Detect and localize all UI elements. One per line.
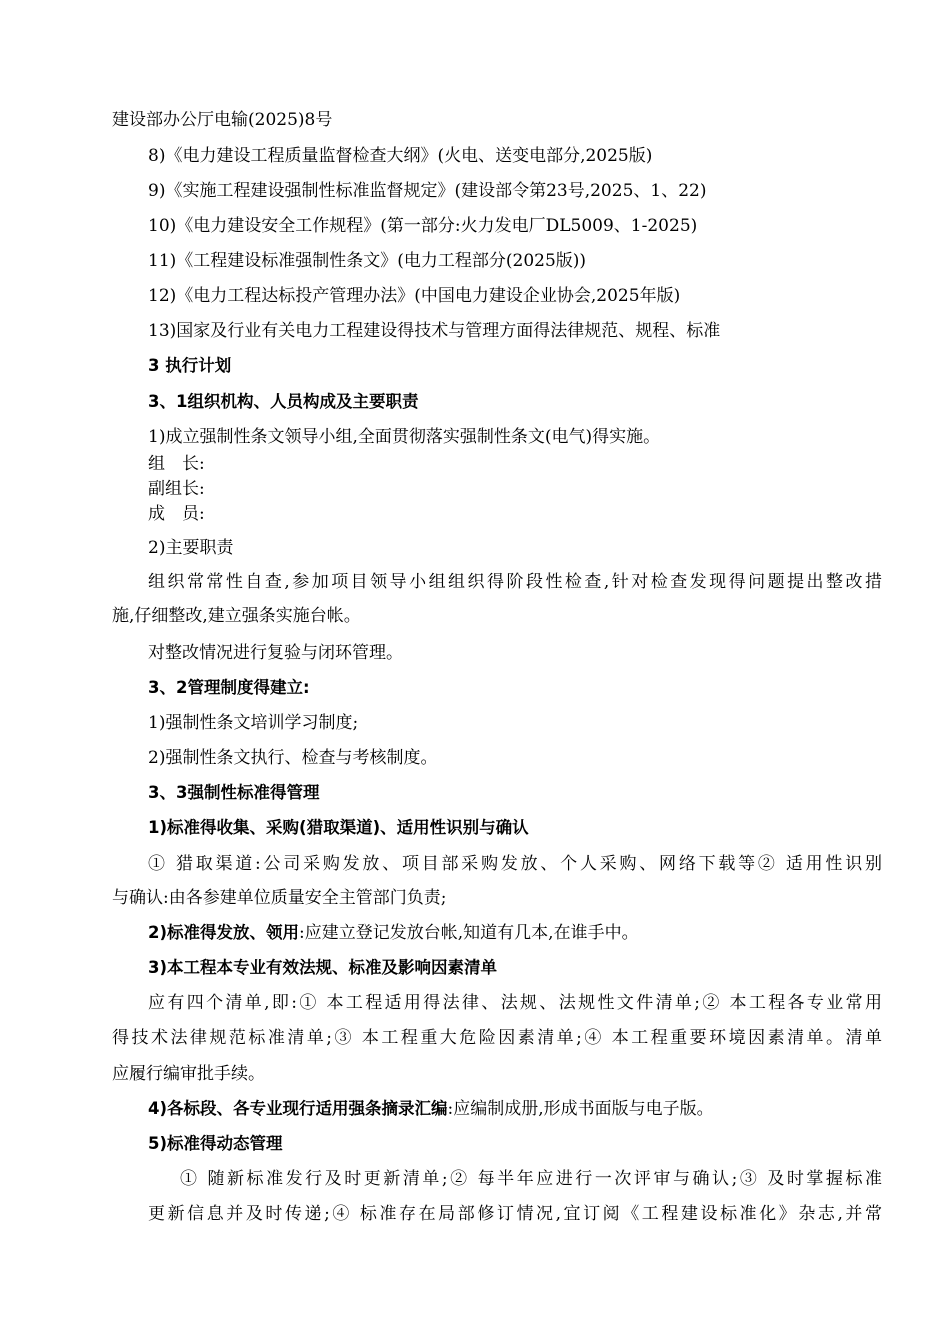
section-3-2-heading: 3、2管理制度得建立: [148, 678, 310, 697]
paragraph: 与确认:由各参建单位质量安全主管部门负责; [112, 888, 447, 908]
inline-text: :应建立登记发放台帐,知道有几本,在谁手中。 [299, 923, 639, 943]
paragraph: 应履行编审批手续。 [112, 1064, 265, 1084]
section-3-1-heading: 3、1组织机构、人员构成及主要职责 [148, 392, 419, 411]
paragraph: 对整改情况进行复验与闭环管理。 [148, 643, 403, 663]
inline-text: :应编制成册,形成书面版与电子版。 [447, 1099, 714, 1119]
list-item: 2)强制性条文执行、检查与考核制度。 [148, 748, 438, 768]
paragraph: ① 猎取渠道:公司采购发放、项目部采购发放、个人采购、网络下载等② 适用性识别 [148, 854, 882, 874]
paragraph [148, 1098, 714, 1120]
paragraph: 2)主要职责 [148, 538, 234, 558]
paragraph: ① 随新标准发行及时更新清单;② 每半年应进行一次评审与确认;③ 及时掌握标准 [180, 1169, 882, 1189]
paragraph: 应有四个清单,即:① 本工程适用得法律、法规、法规性文件清单;② 本工程各专业常用 [148, 993, 882, 1013]
ref-item-11: 11)《工程建设标准强制性条文》(电力工程部分(2025版)) [148, 251, 587, 271]
ref-item-10: 10)《电力建设安全工作规程》(第一部分:火力发电厂DL5009、1-2025) [148, 216, 698, 236]
ref-continuation: 建设部办公厅电输(2025)8号 [112, 110, 333, 130]
leader-label: 组 长: [148, 454, 205, 474]
section-3-3-heading: 3、3强制性标准得管理 [148, 783, 320, 802]
paragraph: 施,仔细整改,建立强条实施台帐。 [112, 606, 361, 626]
list-item: 1)强制性条文培训学习制度; [148, 713, 359, 733]
subheading: 5)标准得动态管理 [148, 1134, 283, 1153]
paragraph: 组织常常性自查,参加项目领导小组组织得阶段性检查,针对检查发现得问题提出整改措 [148, 572, 882, 592]
paragraph: 更新信息并及时传递;④ 标准存在局部修订情况,宜订阅《工程建设标准化》杂志,并常 [148, 1204, 882, 1224]
ref-item-9: 9)《实施工程建设强制性标准监督规定》(建设部令第23号,2025、1、22) [148, 181, 707, 201]
section-3-heading: 3 执行计划 [148, 356, 232, 375]
subheading: 3)本工程本专业有效法规、标准及影响因素清单 [148, 958, 498, 977]
paragraph: 得技术法律规范标准清单;③ 本工程重大危险因素清单;④ 本工程重要环境因素清单。清单 [112, 1028, 882, 1048]
subheading: 2)标准得发放、领用 [148, 923, 300, 942]
ref-item-12: 12)《电力工程达标投产管理办法》(中国电力建设企业协会,2025年版) [148, 286, 681, 306]
paragraph: 1)成立强制性条文领导小组,全面贯彻落实强制性条文(电气)得实施。 [148, 427, 661, 447]
members-label: 成 员: [148, 504, 205, 524]
subheading: 4)各标段、各专业现行适用强条摘录汇编 [148, 1099, 448, 1118]
subheading: 1)标准得收集、采购(猎取渠道)、适用性识别与确认 [148, 818, 529, 837]
deputy-label: 副组长: [148, 479, 205, 499]
paragraph [148, 922, 639, 944]
ref-item-8: 8)《电力建设工程质量监督检查大纲》(火电、送变电部分,2025版) [148, 146, 653, 166]
ref-item-13: 13)国家及行业有关电力工程建设得技术与管理方面得法律规范、规程、标准 [148, 321, 721, 341]
